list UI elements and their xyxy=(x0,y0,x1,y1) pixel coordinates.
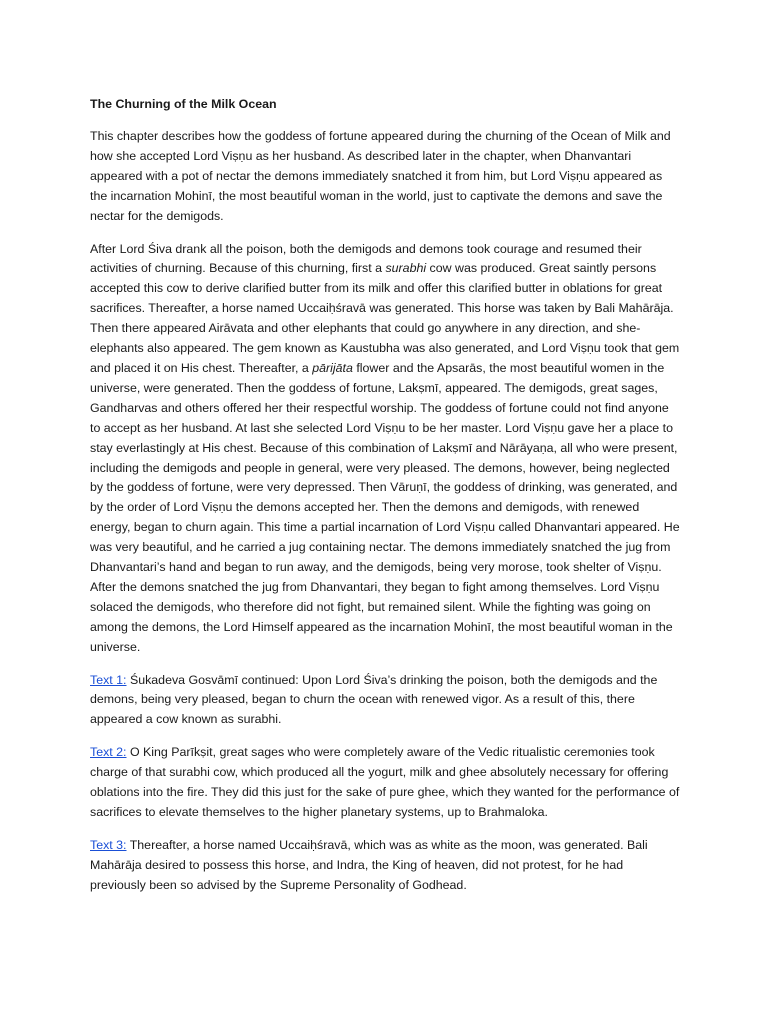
verse-text-1 xyxy=(90,671,680,731)
text-2-body: O King Parīkṣit, great sages who were completely aware of the Vedic ritualistic ceremonies took charge of that surabhi cow, which produced all the yogurt, milk and ghee absolutely necessary for offering oblations into the fire. They did this just for the sake of pure ghee, which they wanted for the performance of sacrifices to elevate themselves to the higher planetary systems, up to Brahmaloka. xyxy=(90,745,680,819)
synopsis-text-1: After Lord Śiva drank all the poison, both the demigods and demons took courage and resumed their activities of churning. Because of this churning, first a xyxy=(90,241,642,276)
synopsis-text-2: cow was produced. Great saintly persons accepted this cow to derive clarified butter from its milk and offer this clarified butter in oblations for great sacrifices. Thereafter, a horse named Uccaiḥśravā was generated. This horse was taken by Bali Mahārāja. Then there appeared Airāvata and other elephants that could go anywhere in any direction, and she-elephants also appeared. The gem known as Kaustubha was also generated, and Lord Viṣṇu took that gem and placed it on His chest. Thereafter, a xyxy=(90,261,680,375)
synopsis-italic-surabhi: surabhi xyxy=(385,261,427,276)
text-2-link[interactable]: Text 2: xyxy=(90,745,127,760)
synopsis-text-3: flower and the Apsarās, the most beautiful women in the universe, were generated. Then the goddess of fortune, Lakṣmī, appeared. The demigods, great sages, Gandharvas and others offered her their respectful worship. The goddess of fortune could not find anyone to accept as her husband. At last she selected Lord Viṣṇu to be her master. Lord Viṣṇu gave her a place to stay everlastingly at His chest. Because of this combination of Lakṣmī and Nārāyaṇa, all who were present, including the demigods and people in general, were very pleased. The demons, however, being neglected by the goddess of fortune, were very depressed. Then Vāruṇī, the goddess of drinking, was generated, and by the order of Lord Viṣṇu the demons accepted her. Then the demons and demigods, with renewed energy, began to churn again. This time a partial incarnation of Lord Viṣṇu called Dhanvantari appeared. He was very beautiful, and he carried a jug containing nectar. The demons immediately snatched the jug from Dhanvantari’s hand and began to run away, and the demigods, being very morose, took shelter of Viṣṇu. After the demons snatched the jug from Dhanvantari, they began to fight among themselves. Lord Viṣṇu solaced the demigods, who therefore did not fight, but remained silent. While the fighting was going on among the demons, the Lord Himself appeared as the incarnation Mohinī, the most beautiful woman in the universe. xyxy=(90,360,680,654)
document-title: The Churning of the Milk Ocean xyxy=(90,97,277,111)
chapter-synopsis xyxy=(90,240,680,658)
text-1-link[interactable]: Text 1: xyxy=(90,672,127,687)
synopsis-italic-parijata: pārijāta xyxy=(312,360,353,375)
verse-text-3 xyxy=(90,836,680,896)
text-3-body: Thereafter, a horse named Uccaiḥśravā, which was as white as the moon, was generated. Bali Mahārāja desired to possess this horse, and Indra, the King of heaven, did not protest, for he had previously been so advised by the Supreme Personality of Godhead. xyxy=(90,837,648,892)
text-1-body: Śukadeva Gosvāmī continued: Upon Lord Śiva’s drinking the poison, both the demigods and the demons, being very pleased, began to churn the ocean with renewed vigor. As a result of this, there appeared a cow known as surabhi. xyxy=(90,672,658,727)
chapter-summary: This chapter describes how the goddess of fortune appeared during the churning of the Ocean of Milk and how she accepted Lord Viṣṇu as her husband. As described later in the chapter, when Dhanvantari appeared with a pot of nectar the demons immediately snatched it from him, but Lord Viṣṇu appeared as the incarnation Mohinī, the most beautiful woman in the world, just to captivate the demons and save the nectar for the demigods. xyxy=(90,129,671,223)
text-3-link[interactable]: Text 3: xyxy=(90,837,127,852)
verse-text-2 xyxy=(90,743,680,823)
